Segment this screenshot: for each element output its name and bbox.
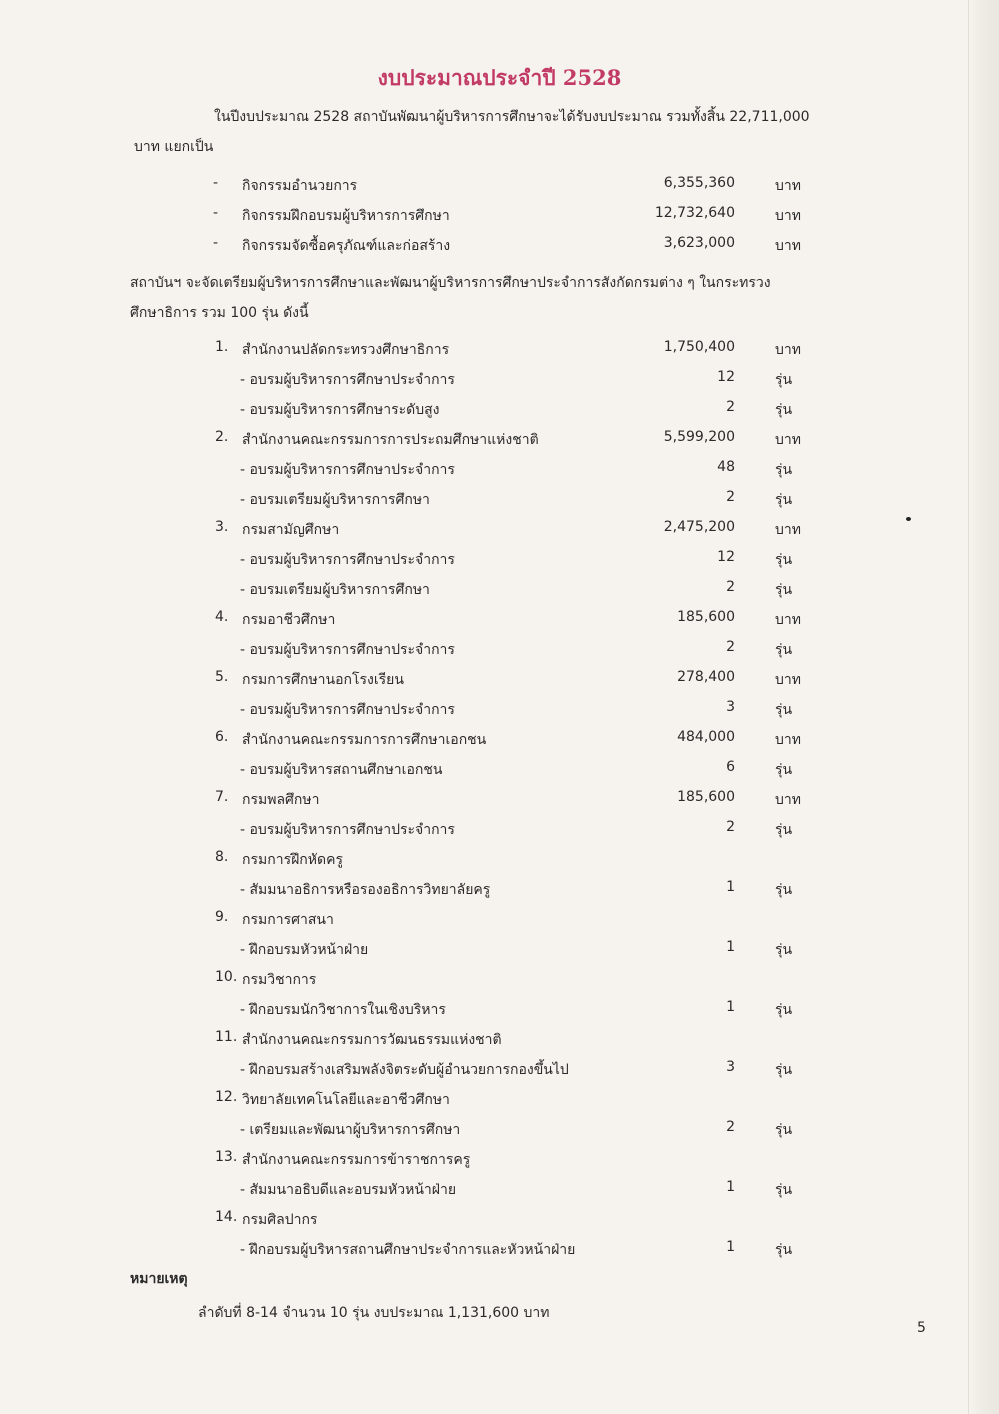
- department-row: [0, 723, 999, 753]
- department-label: กรมการฝึกหัดครู: [242, 852, 343, 868]
- department-label: กรมการศาสนา: [242, 912, 334, 928]
- program-row: [0, 813, 999, 843]
- program-row: [0, 993, 999, 1023]
- activity-label: กิจกรรมฝึกอบรมผู้บริหารการศึกษา: [242, 208, 450, 224]
- row-amount: 185,600: [677, 609, 735, 625]
- row-amount: 1: [726, 1179, 735, 1195]
- row-number: 1.: [215, 339, 229, 355]
- program-row: [0, 543, 999, 573]
- program-row: [0, 1113, 999, 1143]
- program-row: [0, 753, 999, 783]
- row-number: 10.: [215, 969, 238, 985]
- department-row: [0, 903, 999, 933]
- program-row: [0, 873, 999, 903]
- department-label: กรมวิชาการ: [242, 972, 317, 988]
- program-row: [0, 453, 999, 483]
- program-row: [0, 1173, 999, 1203]
- program-row: [0, 363, 999, 393]
- row-unit: รุ่น: [775, 1182, 793, 1198]
- department-label: สำนักงานคณะกรรมการการศึกษาเอกชน: [242, 732, 487, 748]
- row-unit: บาท: [775, 522, 801, 538]
- department-row: [0, 1023, 999, 1053]
- row-unit: บาท: [775, 342, 801, 358]
- row-unit: รุ่น: [775, 1242, 793, 1258]
- row-unit: รุ่น: [775, 402, 793, 418]
- row-unit: รุ่น: [775, 642, 793, 658]
- para2-line-2: ศึกษาธิการ รวม 100 รุ่น ดังนี้: [130, 305, 309, 321]
- program-row: [0, 393, 999, 423]
- activity-unit: บาท: [775, 178, 801, 194]
- row-amount: 2: [726, 399, 735, 415]
- row-unit: บาท: [775, 672, 801, 688]
- row-amount: 6: [726, 759, 735, 775]
- row-amount: 12: [717, 369, 735, 385]
- row-amount: 185,600: [677, 789, 735, 805]
- row-amount: 5,599,200: [663, 429, 735, 445]
- department-label: กรมสามัญศึกษา: [242, 522, 340, 538]
- program-label: - เตรียมและพัฒนาผู้บริหารการศึกษา: [240, 1122, 461, 1138]
- program-label: - อบรมเตรียมผู้บริหารการศึกษา: [240, 582, 430, 598]
- program-label: - ฝึกอบรมผู้บริหารสถานศึกษาประจำการและหัวหน้าฝ่าย: [240, 1242, 576, 1258]
- activity-bullet: -: [213, 235, 219, 251]
- program-row: [0, 573, 999, 603]
- row-unit: บาท: [775, 732, 801, 748]
- row-amount: 3: [726, 1059, 735, 1075]
- department-row: [0, 783, 999, 813]
- activity-bullet: -: [213, 205, 219, 221]
- row-number: 12.: [215, 1089, 238, 1105]
- program-row: [0, 1053, 999, 1083]
- row-amount: 1,750,400: [663, 339, 735, 355]
- note-text: ลำดับที่ 8-14 จำนวน 10 รุ่น งบประมาณ 1,131,600 บาท: [198, 1305, 550, 1321]
- row-amount: 278,400: [677, 669, 735, 685]
- program-label: - อบรมผู้บริหารการศึกษาประจำการ: [240, 702, 455, 718]
- row-number: 4.: [215, 609, 229, 625]
- row-number: 8.: [215, 849, 229, 865]
- program-label: - ฝึกอบรมหัวหน้าฝ่าย: [240, 942, 369, 958]
- department-row: [0, 1143, 999, 1173]
- row-unit: รุ่น: [775, 1062, 793, 1078]
- activity-amount: 6,355,360: [663, 175, 735, 191]
- program-row: [0, 483, 999, 513]
- program-label: - อบรมผู้บริหารการศึกษาประจำการ: [240, 372, 455, 388]
- department-label: กรมศิลปากร: [242, 1212, 318, 1228]
- row-amount: 484,000: [677, 729, 735, 745]
- program-row: [0, 633, 999, 663]
- row-unit: รุ่น: [775, 492, 793, 508]
- row-number: 3.: [215, 519, 229, 535]
- program-label: - อบรมผู้บริหารการศึกษาประจำการ: [240, 642, 455, 658]
- program-label: - อบรมผู้บริหารการศึกษาระดับสูง: [240, 402, 440, 418]
- row-amount: 2: [726, 639, 735, 655]
- row-amount: 2: [726, 579, 735, 595]
- row-unit: รุ่น: [775, 882, 793, 898]
- row-amount: 2: [726, 1119, 735, 1135]
- department-row: [0, 423, 999, 453]
- row-unit: รุ่น: [775, 582, 793, 598]
- program-row: [0, 933, 999, 963]
- note-heading: หมายเหตุ: [130, 1271, 188, 1287]
- row-unit: บาท: [775, 432, 801, 448]
- row-amount: 2: [726, 489, 735, 505]
- activity-amount: 3,623,000: [663, 235, 735, 251]
- row-amount: 3: [726, 699, 735, 715]
- activity-row: [0, 169, 999, 199]
- program-label: - ฝึกอบรมสร้างเสริมพลังจิตระดับผู้อำนวยการกองขึ้นไป: [240, 1062, 569, 1078]
- program-label: - อบรมผู้บริหารการศึกษาประจำการ: [240, 822, 455, 838]
- row-amount: 2,475,200: [663, 519, 735, 535]
- department-label: สำนักงานปลัดกระทรวงศึกษาธิการ: [242, 342, 450, 358]
- intro-line-1: ในปีงบประมาณ 2528 สถาบันพัฒนาผู้บริหารการศึกษาจะได้รับงบประมาณ รวมทั้งสิ้น 22,711,000: [214, 109, 810, 125]
- department-label: กรมพลศึกษา: [242, 792, 320, 808]
- row-number: 2.: [215, 429, 229, 445]
- activity-row: [0, 229, 999, 259]
- row-unit: บาท: [775, 792, 801, 808]
- program-label: - สัมมนาอธิบดีและอบรมหัวหน้าฝ่าย: [240, 1182, 457, 1198]
- department-row: [0, 513, 999, 543]
- program-row: [0, 693, 999, 723]
- page-number: 5: [917, 1320, 926, 1336]
- program-label: - อบรมผู้บริหารสถานศึกษาเอกชน: [240, 762, 443, 778]
- row-amount: 48: [717, 459, 735, 475]
- row-unit: รุ่น: [775, 1122, 793, 1138]
- row-unit: รุ่น: [775, 762, 793, 778]
- department-row: [0, 333, 999, 363]
- activity-label: กิจกรรมอำนวยการ: [242, 178, 358, 194]
- activity-unit: บาท: [775, 208, 801, 224]
- row-unit: บาท: [775, 612, 801, 628]
- department-label: วิทยาลัยเทคโนโลยีและอาชีวศึกษา: [242, 1092, 450, 1108]
- row-number: 6.: [215, 729, 229, 745]
- row-amount: 1: [726, 999, 735, 1015]
- row-unit: รุ่น: [775, 702, 793, 718]
- department-label: กรมอาชีวศึกษา: [242, 612, 336, 628]
- program-label: - อบรมผู้บริหารการศึกษาประจำการ: [240, 462, 455, 478]
- department-row: [0, 603, 999, 633]
- program-label: - สัมมนาอธิการหรือรองอธิการวิทยาลัยครู: [240, 882, 491, 898]
- activity-row: [0, 199, 999, 229]
- department-label: สำนักงานคณะกรรมการการประถมศึกษาแห่งชาติ: [242, 432, 539, 448]
- department-label: กรมการศึกษานอกโรงเรียน: [242, 672, 404, 688]
- department-row: [0, 663, 999, 693]
- row-unit: รุ่น: [775, 372, 793, 388]
- row-number: 11.: [215, 1029, 238, 1045]
- department-label: สำนักงานคณะกรรมการข้าราชการครู: [242, 1152, 471, 1168]
- department-row: [0, 963, 999, 993]
- row-number: 5.: [215, 669, 229, 685]
- program-label: - อบรมเตรียมผู้บริหารการศึกษา: [240, 492, 430, 508]
- row-number: 13.: [215, 1149, 238, 1165]
- activity-amount: 12,732,640: [654, 205, 735, 221]
- activity-unit: บาท: [775, 238, 801, 254]
- row-amount: 1: [726, 1239, 735, 1255]
- row-number: 7.: [215, 789, 229, 805]
- program-row: [0, 1233, 999, 1263]
- row-amount: 1: [726, 939, 735, 955]
- program-label: - ฝึกอบรมนักวิชาการในเชิงบริหาร: [240, 1002, 446, 1018]
- row-unit: รุ่น: [775, 1002, 793, 1018]
- row-amount: 1: [726, 879, 735, 895]
- department-row: [0, 843, 999, 873]
- department-row: [0, 1203, 999, 1233]
- row-unit: รุ่น: [775, 552, 793, 568]
- row-number: 9.: [215, 909, 229, 925]
- para2-line-1: สถาบันฯ จะจัดเตรียมผู้บริหารการศึกษาและพัฒนาผู้บริหารการศึกษาประจำการสังกัดกรมต่าง ๆ ในกระทรวง: [130, 275, 771, 291]
- program-label: - อบรมผู้บริหารการศึกษาประจำการ: [240, 552, 455, 568]
- row-number: 14.: [215, 1209, 238, 1225]
- activity-label: กิจกรรมจัดซื้อครุภัณฑ์และก่อสร้าง: [242, 238, 451, 254]
- intro-line-2: บาท แยกเป็น: [134, 139, 214, 155]
- activity-bullet: -: [213, 175, 219, 191]
- row-unit: รุ่น: [775, 942, 793, 958]
- department-label: สำนักงานคณะกรรมการวัฒนธรรมแห่งชาติ: [242, 1032, 502, 1048]
- row-unit: รุ่น: [775, 822, 793, 838]
- row-amount: 12: [717, 549, 735, 565]
- row-unit: รุ่น: [775, 462, 793, 478]
- department-row: [0, 1083, 999, 1113]
- row-amount: 2: [726, 819, 735, 835]
- page-title: งบประมาณประจำปี 2528: [377, 65, 622, 90]
